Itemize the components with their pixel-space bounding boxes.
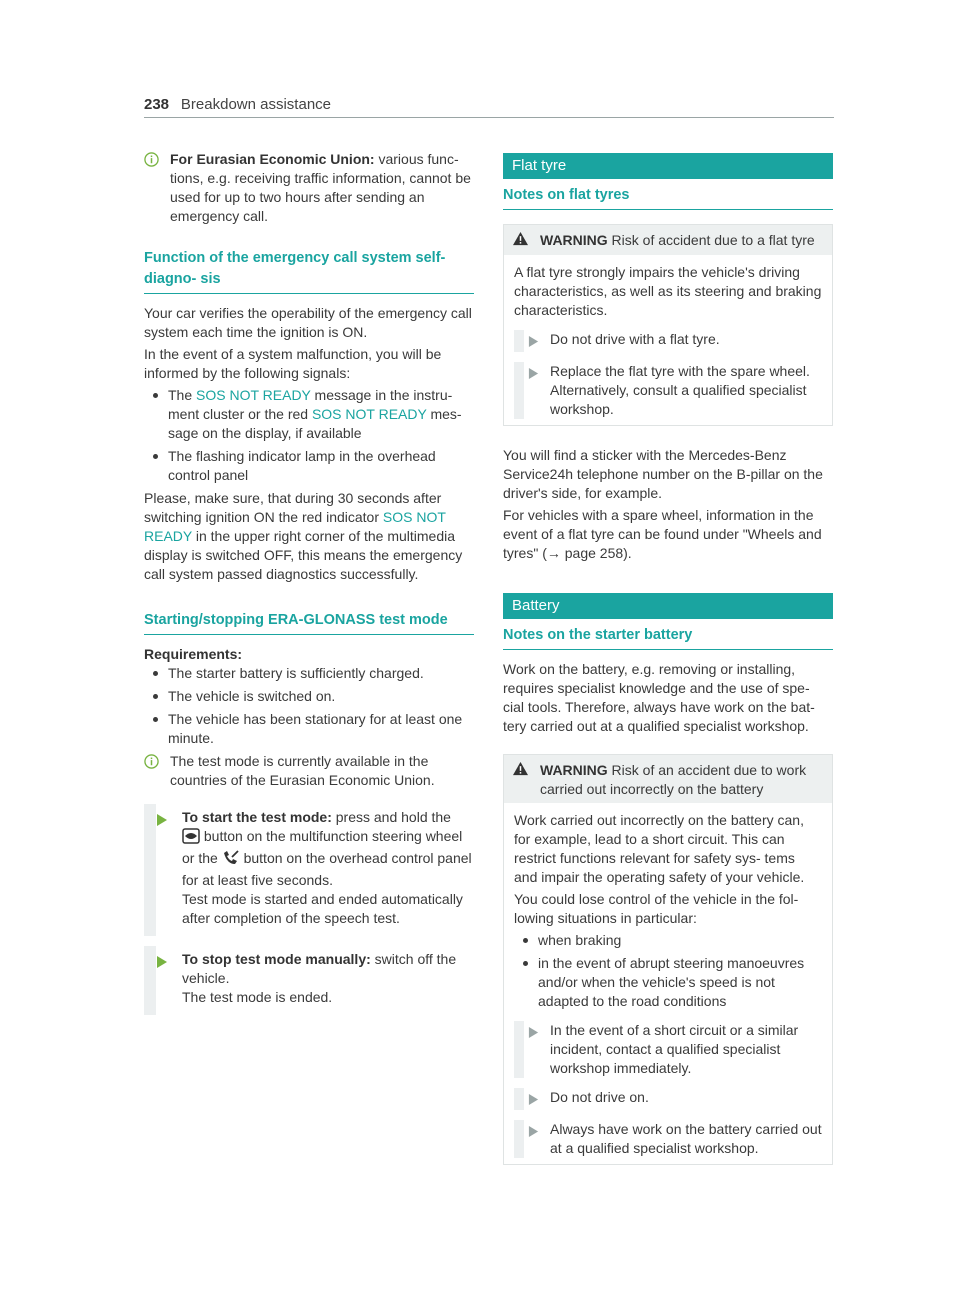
info-icon bbox=[144, 150, 170, 226]
step-label: To stop test mode manually: bbox=[182, 951, 371, 967]
list-item: in the event of abrupt steering manoeuvres and/or when the vehicle's speed is not adapted to the road conditions bbox=[514, 954, 822, 1011]
note-label: For Eurasian Economic Union: bbox=[170, 151, 375, 167]
note-eurasian bbox=[144, 150, 474, 226]
play-arrow-icon bbox=[156, 950, 182, 1007]
step-start-test: To start the test mode: press and hold the button on the multifunction steering wheel or the button on the overhead control panel for at least five seconds. Test mode is started and ended automatically after completion of the speech test. bbox=[144, 804, 474, 936]
page-header bbox=[144, 95, 834, 118]
warning-step: Do not drive with a flat tyre. bbox=[514, 330, 822, 352]
page-header-title: Breakdown assistance bbox=[180, 96, 332, 113]
play-arrow-icon bbox=[528, 1088, 550, 1110]
warning-triangle-icon bbox=[512, 761, 540, 799]
list-item: The vehicle has been stationary for at least one minute. bbox=[144, 710, 474, 748]
sos-not-ready-label: SOS NOT READY bbox=[144, 509, 446, 544]
play-arrow-icon bbox=[528, 330, 550, 352]
heading-notes-starter-battery: Notes on the starter battery bbox=[503, 625, 833, 650]
warning-step: Always have work on the battery carried out at a qualified specialist workshop. bbox=[514, 1120, 822, 1158]
requirements-list bbox=[144, 664, 474, 748]
warning-battery: WARNING Risk of an accident due to work carried out incorrectly on the battery Work carried out incorrectly on the battery can, for example, lead to a short circuit. This can restrict functions relevant for safety sys- tems and impair the operating safety of your vehicle. You could lose control of the vehicle in the fol- lowing situations in particular: when braking in the event of abrupt steering manoeuvres and/or when the vehicle's speed is not adapted to the road conditions In the event of a short circuit or a similar incident, contact a qualified specialist workshop immediately. Do not drive on. Always have work on the battery carried out at a qualified specialist workshop. bbox=[503, 754, 833, 1165]
paragraph: Work on the battery, e.g. removing or installing, requires specialist knowledge and the use of spe- cial tools. Therefore, always have work on the bat- tery carried out at a qualified specialist workshop. bbox=[503, 661, 815, 734]
warning-label: WARNING bbox=[540, 232, 608, 248]
note-text: various func- tions, e.g. receiving traffic information, cannot be used for up to two hours after sending an emergency call. bbox=[170, 151, 471, 224]
paragraph: A flat tyre strongly impairs the vehicle's driving characteristics, as well as its steering and braking characteristics. bbox=[514, 264, 822, 318]
warning-flat-tyre: WARNING Risk of accident due to a flat tyre A flat tyre strongly impairs the vehicle's driving characteristics, as well as its steering and braking characteristics. Do not drive with a flat tyre. Replace the flat tyre with the spare wheel. Alternatively, consult a qualified specialist workshop. bbox=[503, 224, 833, 426]
paragraph: You could lose control of the vehicle in the fol- lowing situations in particular: bbox=[514, 891, 799, 926]
heading-notes-flat-tyres: Notes on flat tyres bbox=[503, 185, 833, 210]
play-arrow-icon bbox=[528, 1120, 550, 1158]
sos-not-ready-label: SOS NOT READY bbox=[311, 406, 427, 422]
heading-test-mode: Starting/stopping ERA-GLONASS test mode bbox=[144, 610, 474, 635]
list-item: The SOS NOT READY message in the instru- ment cluster or the red SOS NOT READY mes- sage on the display, if available bbox=[144, 386, 474, 443]
list-item: The starter battery is sufficiently charged. bbox=[144, 664, 474, 683]
signal-list bbox=[144, 386, 474, 485]
step-label: To start the test mode: bbox=[182, 809, 332, 825]
warning-label: WARNING bbox=[540, 762, 608, 778]
sos-not-ready-label: SOS NOT READY bbox=[196, 387, 311, 403]
step-stop-test: To stop test mode manually: switch off the vehicle. The test mode is ended. bbox=[144, 946, 474, 1015]
paragraph: For vehicles with a spare wheel, information in the event of a flat tyre can be found under "Wheels and tyres" (→ page 258). bbox=[503, 507, 822, 561]
left-column bbox=[144, 150, 474, 1015]
heading-self-diagnosis: Function of the emergency call system self-diagno- sis bbox=[144, 248, 474, 294]
section-battery: Battery bbox=[503, 593, 833, 619]
warning-step: Do not drive on. bbox=[514, 1088, 822, 1110]
right-column bbox=[503, 153, 833, 1185]
list-item: The flashing indicator lamp in the overhead control panel bbox=[144, 447, 474, 485]
paragraph: Please, make sure, that during 30 seconds after switching ignition ON the red indicator SOS NOT READY in the upper right corner of the multimedia display is switched OFF, this means the emergency call system passed diagnostics successfully. bbox=[144, 490, 463, 582]
warning-step: In the event of a short circuit or a similar incident, contact a qualified specialist workshop immediately. bbox=[514, 1021, 822, 1078]
phone-icon bbox=[222, 850, 240, 871]
paragraph: You will find a sticker with the Mercedes-Benz Service24h telephone number on the B-pillar on the driver's side, for example. bbox=[503, 447, 823, 501]
situation-list bbox=[514, 931, 822, 1011]
section-flat-tyre: Flat tyre bbox=[503, 153, 833, 179]
list-item: when braking bbox=[514, 931, 822, 950]
note-test-mode bbox=[144, 752, 474, 790]
page-number: 238 bbox=[144, 96, 170, 113]
note-text: The test mode is currently available in the countries of the Eurasian Economic Union. bbox=[170, 753, 435, 788]
list-item: The vehicle is switched on. bbox=[144, 687, 474, 706]
paragraph: Your car verifies the operability of the emergency call system each time the ignition is ON. bbox=[144, 305, 472, 340]
paragraph: In the event of a system malfunction, you will be informed by the following signals: bbox=[144, 346, 442, 381]
info-icon bbox=[144, 752, 170, 790]
play-arrow-icon bbox=[528, 1021, 550, 1078]
paragraph: Work carried out incorrectly on the battery can, for example, lead to a short circuit. This can restrict functions relevant for safety sys- tems and impair the operating safety of your vehicle. bbox=[514, 812, 805, 885]
play-arrow-icon bbox=[156, 808, 182, 928]
warning-triangle-icon bbox=[512, 231, 540, 251]
sos-button-icon bbox=[182, 828, 200, 849]
requirements-title: Requirements: bbox=[144, 646, 243, 662]
warning-step: Replace the flat tyre with the spare wheel. Alternatively, consult a qualified specialist workshop. bbox=[514, 362, 822, 419]
play-arrow-icon bbox=[528, 362, 550, 419]
